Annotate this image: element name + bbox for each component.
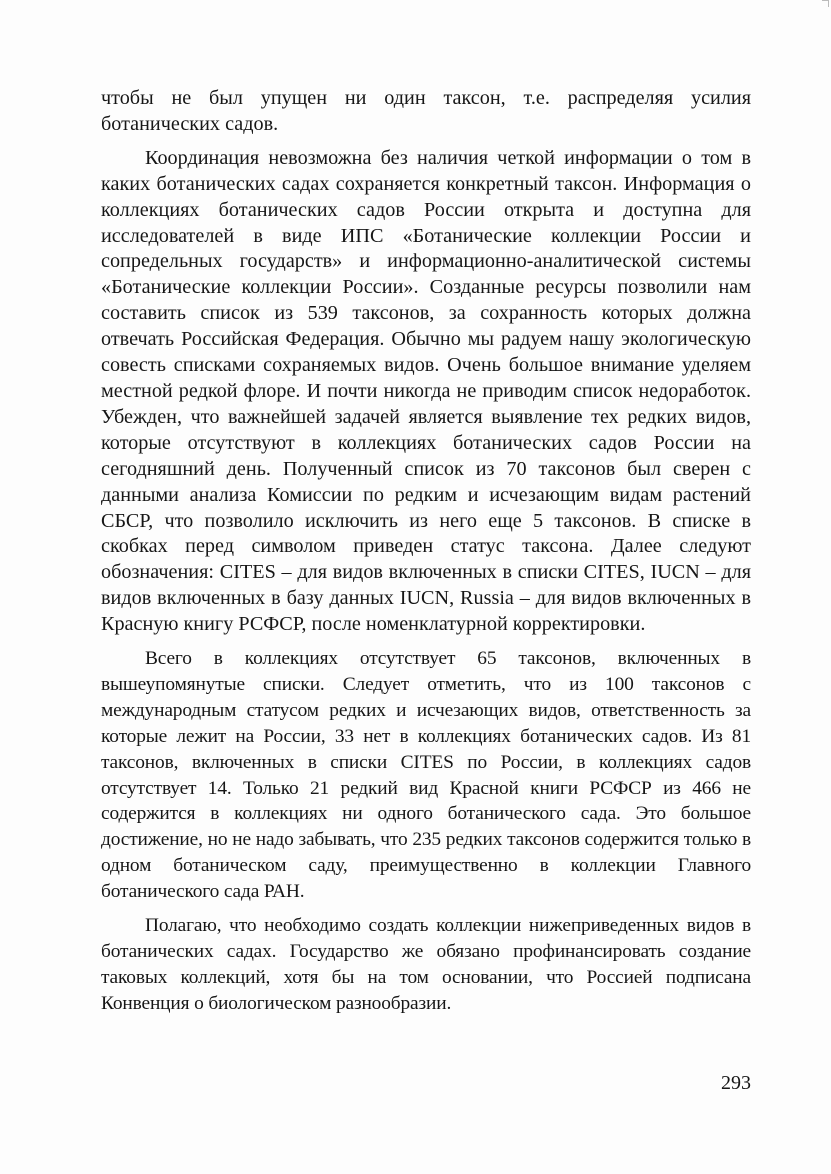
paragraph-conclusion: Полагаю, что необходимо создать коллекции нижеприведенных видов в ботанических садах. Государство же обязано профинансировать создание таковых коллекций, хотя бы на том основании, что Россией подписана Конвенция о биологическом разнообразии.	[101, 915, 751, 1014]
body-text	[101, 86, 751, 1025]
scan-corner-mark	[822, 0, 829, 7]
page-number: 293	[721, 1072, 751, 1094]
paragraph-coordination: Координация невозможна без наличия четкой информации о том в каких ботанических садах сохраняется конкретный таксон. Информация о коллекциях ботанических садов России открыта и доступна для исследователей в виде ИПС «Ботанические коллекции России и сопредельных государств» и информационно-аналитической системы «Ботанические коллекции России». Созданные ресурсы позволили нам составить список из 539 таксонов, за сохранность которых должна отвечать Российская Федерация. Обычно мы радуем нашу экологическую совесть списками сохраняемых видов. Очень большое внимание уделяем местной редкой флоре. И почти никогда не приводим список недоработок. Убежден, что важнейшей задачей является выявление тех редких видов, которые отсутствуют в коллекциях ботанических садов России на сегодняшний день. Полученный список из 70 таксонов был сверен с данными анализа Комиссии по редким и исчезающим видам растений СБСР, что позволило исключить из него еще 5 таксонов. В списке в скобках перед символом приведен статус таксона. Далее следуют обозначения: CITES – для видов включенных в списки CITES, IUCN – для видов включенных в базу данных IUCN, Russia – для видов включенных в Красную книгу РСФСР, после номенклатурной корректировки.	[101, 146, 751, 636]
paragraph-missing-taxa: Всего в коллекциях отсутствует 65 таксонов, включенных в вышеупомянутые списки. Следует отметить, что из 100 таксонов с международным статусом редких и исчезающих видов, ответственность за которые лежит на России, 33 нет в коллекциях ботанических садов. Из 81 таксонов, включенных в списки CITES по России, в коллекциях садов отсутствует 14. Только 21 редкий вид Красной книги РСФСР из 466 не содержится в коллекциях ни одного ботанического сада. Это большое достижение, но не надо забывать, что 235 редких таксонов содержится только в одном ботаническом саду, преимущественно в коллекции Главного ботанического сада РАН.	[101, 648, 751, 903]
paragraph-continuation: чтобы не был упущен ни один таксон, т.е. распределяя усилия ботанических садов.	[101, 87, 751, 135]
